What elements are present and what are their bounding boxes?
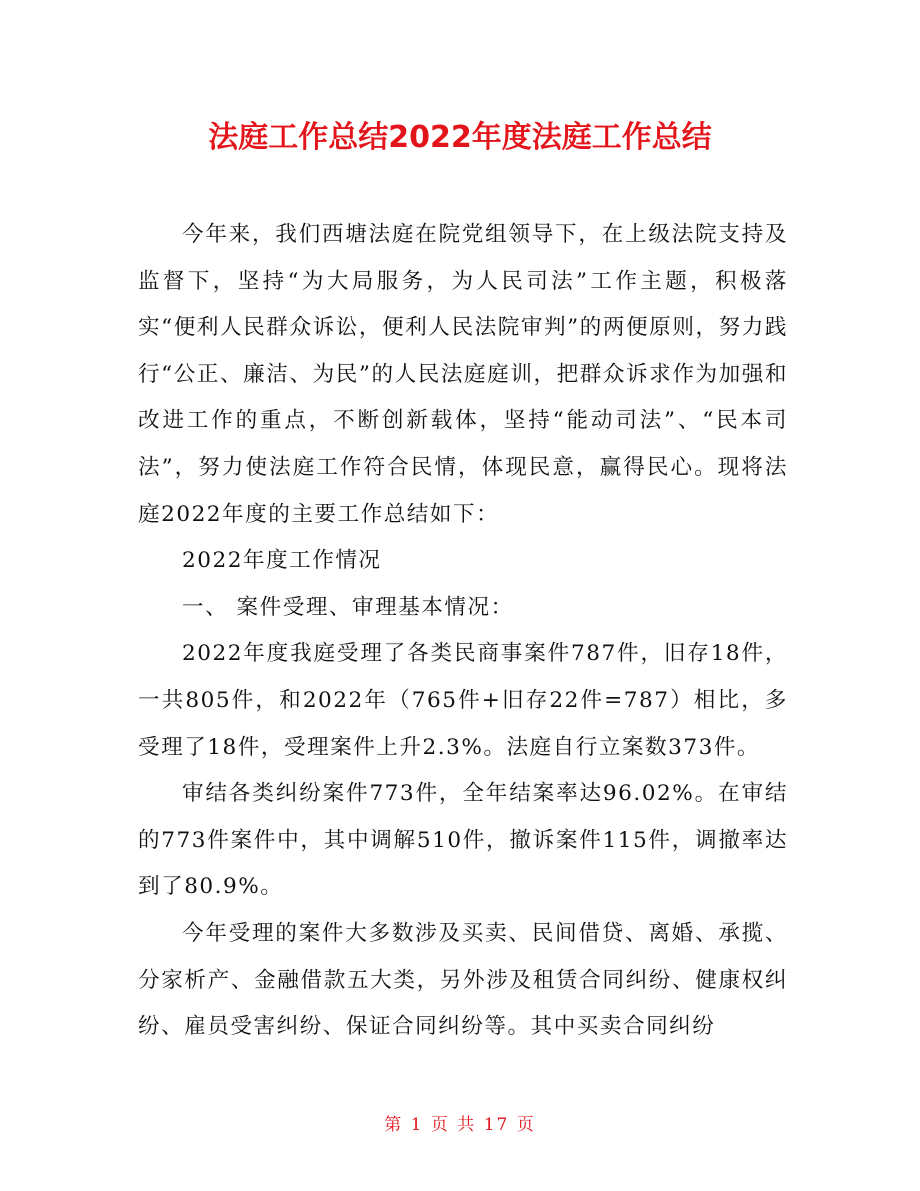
paragraph-case-types: 今年受理的案件大多数涉及买卖、民间借贷、离婚、承揽、分家析产、金融借款五大类，另外涉及租赁合同纠纷、健康权纠纷、雇员受害纠纷、保证合同纠纷等。其中买卖合同纠纷 <box>138 920 788 1040</box>
document-body <box>138 212 788 1051</box>
paragraph-subheading: 一、 案件受理、审理基本情况： <box>182 594 514 620</box>
paragraph-case-closure: 审结各类纠纷案件773件，全年结案率达96.02%。在审结的773件案件中，其中调解510件，撤诉案件115件，调撤率达到了80.9%。 <box>138 781 788 900</box>
paragraph-section-heading: 2022年度工作情况 <box>182 548 382 574</box>
paragraph-intro: 今年来，我们西塘法庭在院党组领导下，在上级法院支持及监督下，坚持“为大局服务，为人民司法”工作主题，积极落实“便利人民群众诉讼，便利人民法院审判”的两便原则，努力践行“公正、廉洁、为民”的人民法庭庭训，把群众诉求作为加强和改进工作的重点，不断创新载体，坚持“能动司法”、“民本司法”，努力使法庭工作符合民情，体现民意，赢得民心。现将法庭2022年度的主要工作总结如下： <box>138 222 788 527</box>
document-title: 法庭工作总结2022年度法庭工作总结 <box>208 120 712 155</box>
paragraph-case-intake: 2022年度我庭受理了各类民商事案件787件，旧存18件，一共805件，和2022年（765件+旧存22件=787）相比，多受理了18件，受理案件上升2.3%。法庭自行立案数373件。 <box>138 641 788 760</box>
page-number-footer: 第 1 页 共 17 页 <box>384 1115 536 1135</box>
